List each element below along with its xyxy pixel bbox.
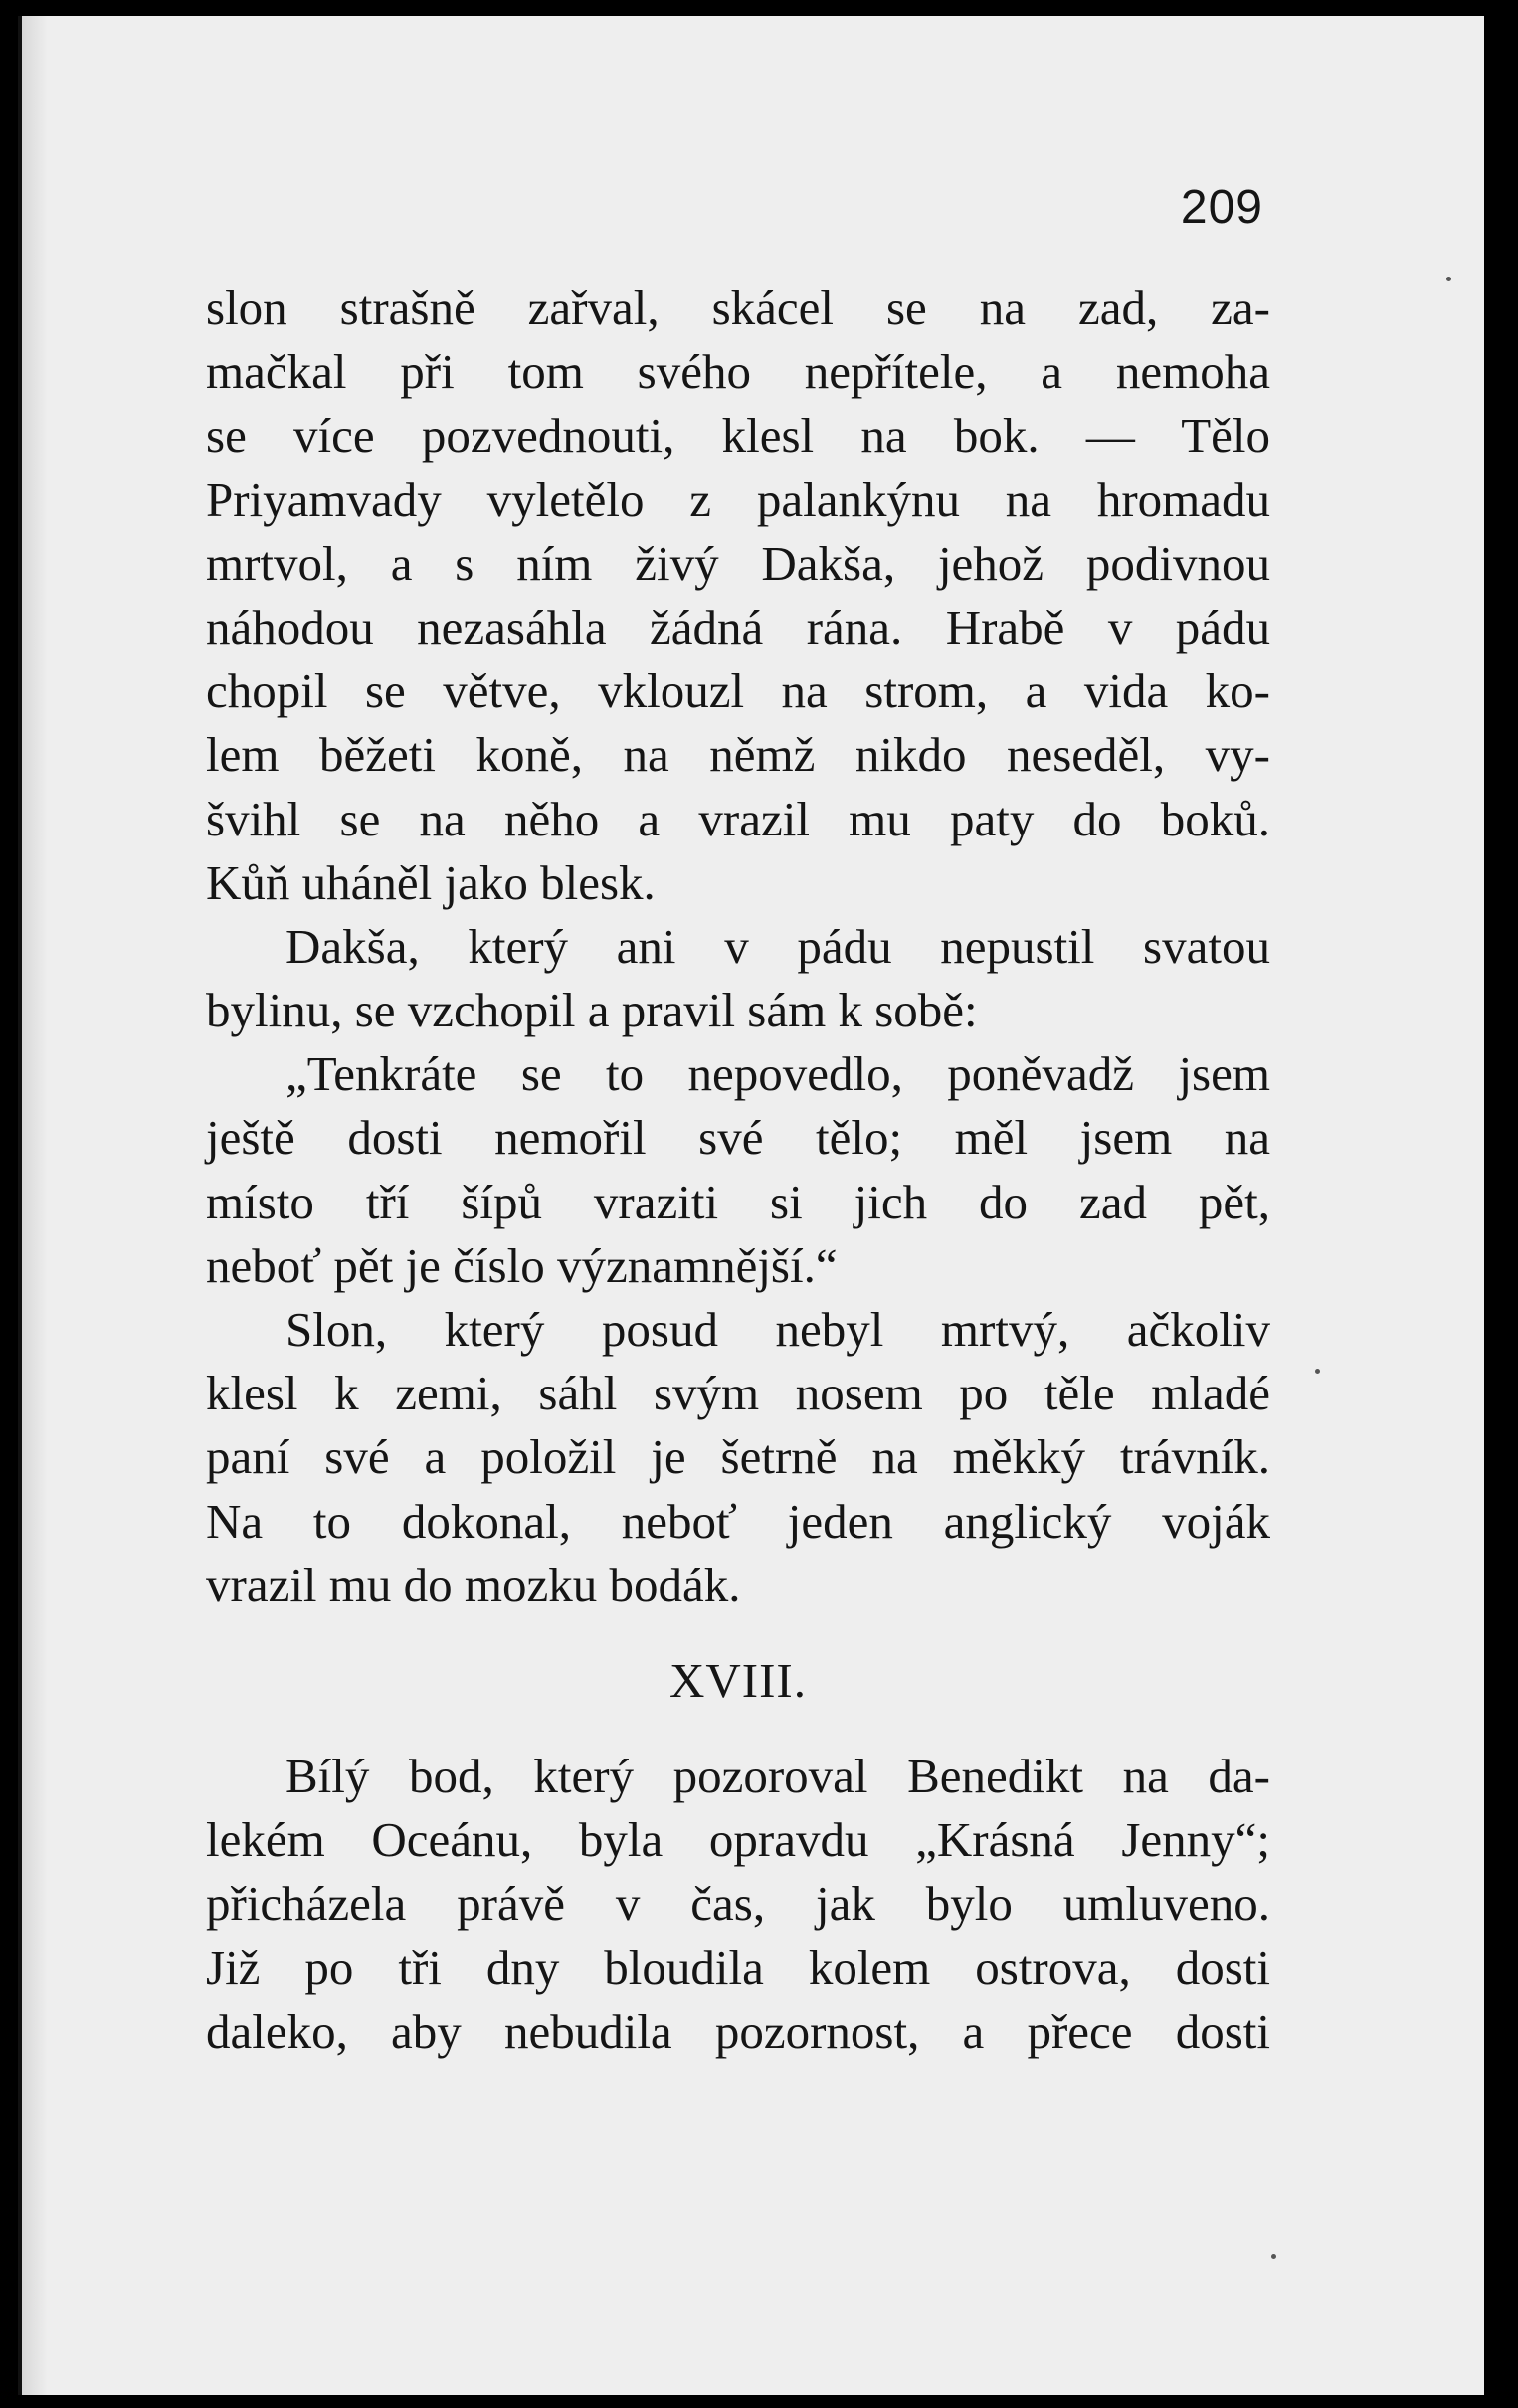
text-line: paní své a položil je šetrně na měkký trávník. xyxy=(206,1429,1270,1485)
paragraphs-before-heading xyxy=(206,277,1270,1617)
text-line: Na to dokonal, neboť jeden anglický voják xyxy=(206,1493,1270,1549)
text-line: mrtvol, a s ním živý Dakša, jehož podivnou xyxy=(206,535,1270,591)
text-line: ještě dosti nemořil své tělo; měl jsem na xyxy=(206,1110,1270,1166)
text-line: lem běžeti koně, na němž nikdo neseděl, vy- xyxy=(206,727,1270,783)
text-line: „Tenkráte se to nepovedlo, poněvadž jsem xyxy=(285,1046,1270,1102)
text-line: mačkal při tom svého nepřítele, a nemoha xyxy=(206,344,1270,400)
paragraphs-after-heading xyxy=(206,1745,1270,2064)
text-line: bylinu, se vzchopil a pravil sám k sobě: xyxy=(206,983,978,1038)
text-line: vrazil mu do mozku bodák. xyxy=(206,1557,741,1612)
text-line: Již po tři dny bloudila kolem ostrova, dosti xyxy=(206,1940,1270,1995)
text-line: slon strašně zařval, skácel se na zad, za- xyxy=(206,280,1270,335)
text-line: Slon, který posud nebyl mrtvý, ačkoliv xyxy=(285,1302,1270,1357)
page-number: 209 xyxy=(1180,181,1263,234)
text-line: náhodou nezasáhla žádná rána. Hrabě v pádu xyxy=(206,599,1270,654)
text-line: neboť pět je číslo významnější.“ xyxy=(206,1237,838,1293)
scan-speck xyxy=(1315,1369,1320,1374)
body-text xyxy=(206,277,1270,2064)
scan-speck xyxy=(1446,277,1451,281)
book-page xyxy=(18,16,1484,2395)
text-line: chopil se větve, vklouzl na strom, a vida ko- xyxy=(206,663,1270,719)
text-line: Dakša, který ani v pádu nepustil svatou xyxy=(285,918,1270,974)
text-line: Kůň uháněl jako blesk. xyxy=(206,854,656,910)
text-line: přicházela právě v čas, jak bylo umluveno. xyxy=(206,1876,1270,1932)
scan-speck xyxy=(1271,2254,1276,2259)
text-line: Bílý bod, který pozoroval Benedikt na da- xyxy=(285,1748,1270,1803)
text-line: místo tří šípů vraziti si jich do zad pět, xyxy=(206,1174,1270,1229)
text-line: Priyamvady vyletělo z palankýnu na hromadu xyxy=(206,471,1270,527)
text-line: klesl k zemi, sáhl svým nosem po těle mladé xyxy=(206,1366,1270,1421)
text-line: švihl se na něho a vrazil mu paty do boků. xyxy=(206,791,1270,846)
text-line: se více pozvednouti, klesl na bok. — Tělo xyxy=(206,408,1270,463)
text-line: lekém Oceánu, byla opravdu „Krásná Jenny“; xyxy=(206,1812,1270,1868)
text-line: daleko, aby nebudila pozornost, a přece dosti xyxy=(206,2003,1270,2059)
chapter-heading: XVIII. xyxy=(669,1652,807,1708)
